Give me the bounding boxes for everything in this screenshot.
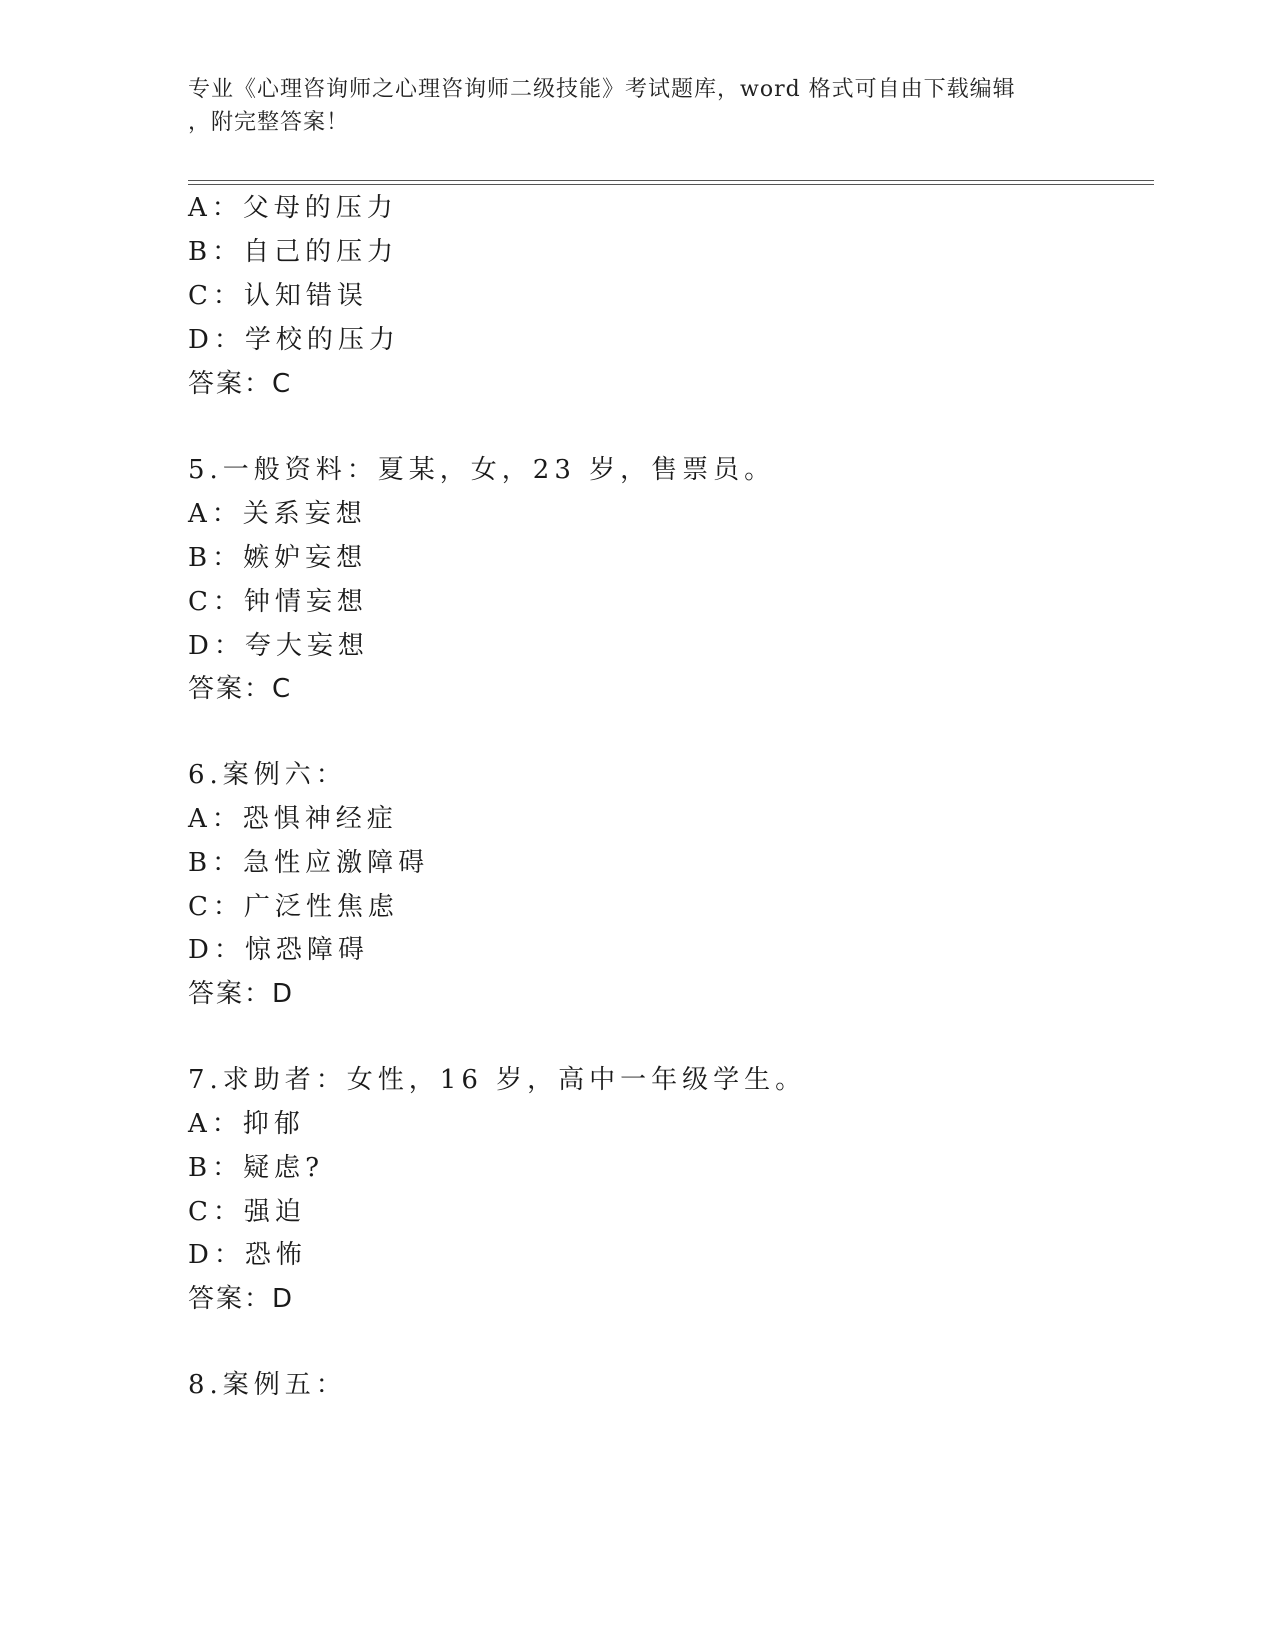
question-stem: 8.案例五： bbox=[188, 1370, 347, 1400]
header-line-1: 专业《心理咨询师之心理咨询师二级技能》考试题库，word 格式可自由下载编辑 bbox=[188, 77, 1016, 102]
option-b: B：嫉妒妄想 bbox=[188, 543, 368, 573]
question-stem: 6.案例六： bbox=[188, 760, 347, 790]
option-c: C：广泛性焦虑 bbox=[188, 892, 399, 922]
answer: 答案：C bbox=[188, 369, 293, 399]
option-b: B：自己的压力 bbox=[188, 237, 399, 267]
option-d: D：惊恐障碍 bbox=[188, 935, 369, 965]
option-c: C：认知错误 bbox=[188, 281, 368, 311]
option-d: D：学校的压力 bbox=[188, 325, 400, 355]
option-b: B：急性应激障碍 bbox=[188, 848, 430, 878]
header-divider-top bbox=[188, 180, 1154, 181]
option-a: A：恐惧神经症 bbox=[188, 804, 398, 834]
option-c: C：强迫 bbox=[188, 1197, 306, 1227]
question-stem: 5.一般资料：夏某，女，23 岁，售票员。 bbox=[188, 455, 776, 485]
option-d: D：夸大妄想 bbox=[188, 631, 369, 661]
header-divider-bottom bbox=[188, 184, 1154, 185]
answer: 答案：C bbox=[188, 674, 293, 704]
option-d: D：恐怖 bbox=[188, 1240, 307, 1270]
header-line-2: ，附完整答案！ bbox=[188, 110, 350, 135]
answer: 答案：D bbox=[188, 1284, 295, 1314]
question-stem: 7.求助者：女性，16 岁，高中一年级学生。 bbox=[188, 1065, 807, 1095]
option-a: A：抑郁 bbox=[188, 1109, 305, 1139]
option-a: A：父母的压力 bbox=[188, 193, 398, 223]
option-b: B：疑虑? bbox=[188, 1153, 325, 1183]
option-a: A：关系妄想 bbox=[188, 499, 367, 529]
document-header bbox=[188, 73, 1088, 139]
option-c: C：钟情妄想 bbox=[188, 587, 368, 617]
answer: 答案：D bbox=[188, 979, 295, 1009]
